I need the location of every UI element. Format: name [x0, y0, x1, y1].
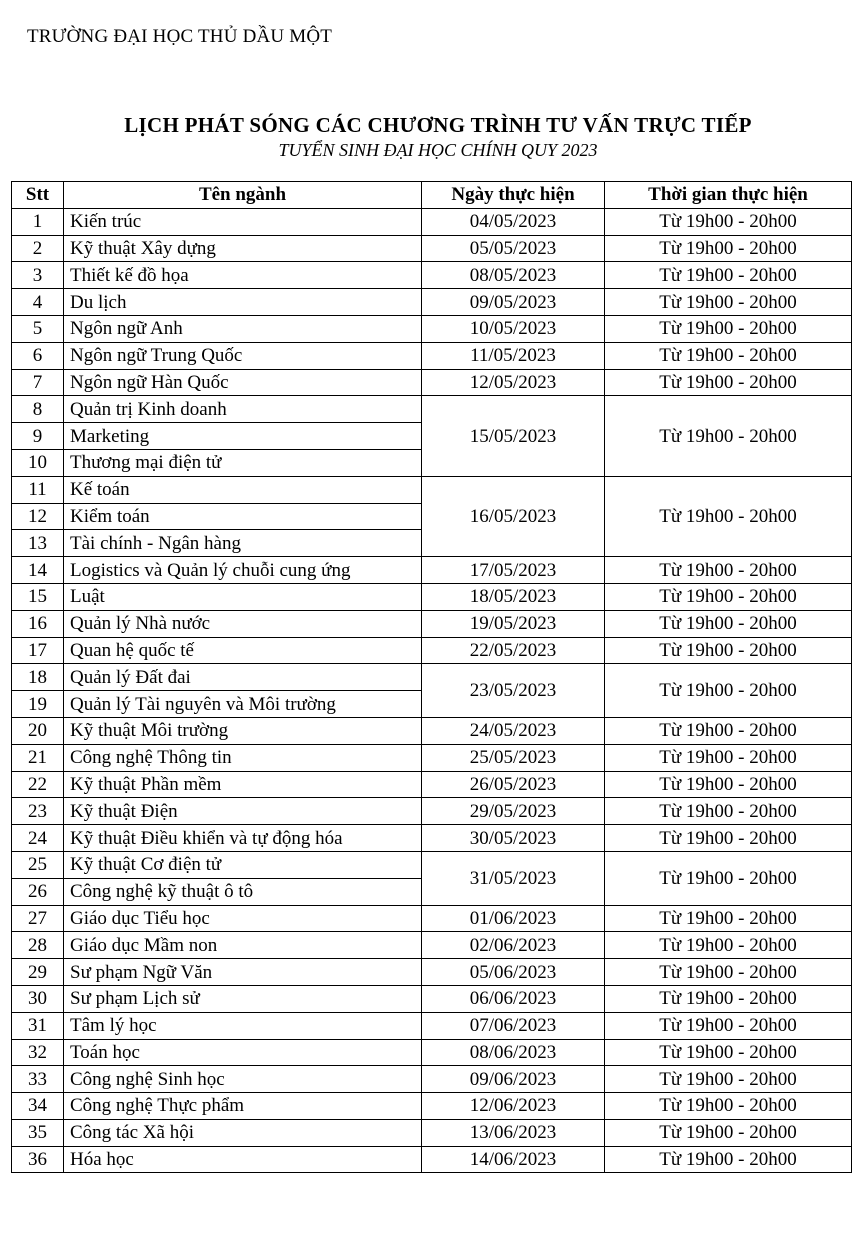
row-date: 12/05/2023 [422, 369, 605, 396]
table-row [12, 905, 852, 932]
table-row [12, 583, 852, 610]
row-time: Từ 19h00 - 20h00 [605, 583, 852, 610]
row-date: 13/06/2023 [422, 1119, 605, 1146]
row-date: 17/05/2023 [422, 557, 605, 584]
school-name: TRƯỜNG ĐẠI HỌC THỦ DẦU MỘT [27, 26, 333, 47]
row-time: Từ 19h00 - 20h00 [605, 289, 852, 316]
row-time: Từ 19h00 - 20h00 [605, 369, 852, 396]
row-time: Từ 19h00 - 20h00 [605, 208, 852, 235]
row-time: Từ 19h00 - 20h00 [605, 932, 852, 959]
row-major-name: Du lịch [64, 289, 422, 316]
row-stt: 7 [12, 369, 64, 396]
row-stt: 34 [12, 1093, 64, 1120]
row-time: Từ 19h00 - 20h00 [605, 476, 852, 556]
row-date: 07/06/2023 [422, 1012, 605, 1039]
row-major-name: Tâm lý học [64, 1012, 422, 1039]
row-major-name: Công nghệ Thông tin [64, 744, 422, 771]
row-major-name: Kỹ thuật Xây dựng [64, 235, 422, 262]
row-stt: 17 [12, 637, 64, 664]
row-time: Từ 19h00 - 20h00 [605, 825, 852, 852]
table-row [12, 664, 852, 691]
row-stt: 9 [12, 423, 64, 450]
row-major-name: Luật [64, 583, 422, 610]
row-date: 24/05/2023 [422, 717, 605, 744]
row-stt: 28 [12, 932, 64, 959]
row-stt: 14 [12, 557, 64, 584]
row-date: 25/05/2023 [422, 744, 605, 771]
table-row [12, 959, 852, 986]
row-date: 29/05/2023 [422, 798, 605, 825]
row-stt: 12 [12, 503, 64, 530]
row-stt: 26 [12, 878, 64, 905]
row-time: Từ 19h00 - 20h00 [605, 744, 852, 771]
table-row [12, 637, 852, 664]
row-date: 19/05/2023 [422, 610, 605, 637]
table-row [12, 369, 852, 396]
row-major-name: Quan hệ quốc tế [64, 637, 422, 664]
row-major-name: Kỹ thuật Cơ điện tử [64, 851, 422, 878]
row-time: Từ 19h00 - 20h00 [605, 1066, 852, 1093]
row-stt: 2 [12, 235, 64, 262]
table-row [12, 798, 852, 825]
table-row [12, 208, 852, 235]
row-time: Từ 19h00 - 20h00 [605, 985, 852, 1012]
header-time: Thời gian thực hiện [605, 182, 852, 209]
row-date: 31/05/2023 [422, 851, 605, 905]
row-time: Từ 19h00 - 20h00 [605, 959, 852, 986]
row-date: 09/06/2023 [422, 1066, 605, 1093]
row-major-name: Kỹ thuật Điều khiển và tự động hóa [64, 825, 422, 852]
row-time: Từ 19h00 - 20h00 [605, 557, 852, 584]
row-date: 30/05/2023 [422, 825, 605, 852]
row-stt: 29 [12, 959, 64, 986]
row-date: 08/06/2023 [422, 1039, 605, 1066]
row-date: 08/05/2023 [422, 262, 605, 289]
row-stt: 31 [12, 1012, 64, 1039]
row-major-name: Thương mại điện tử [64, 449, 422, 476]
row-date: 04/05/2023 [422, 208, 605, 235]
row-major-name: Toán học [64, 1039, 422, 1066]
row-major-name: Marketing [64, 423, 422, 450]
row-major-name: Quản lý Tài nguyên và Môi trường [64, 691, 422, 718]
table-row [12, 1093, 852, 1120]
row-stt: 6 [12, 342, 64, 369]
row-major-name: Kỹ thuật Phần mềm [64, 771, 422, 798]
table-row [12, 262, 852, 289]
row-major-name: Sư phạm Ngữ Văn [64, 959, 422, 986]
page-title: LỊCH PHÁT SÓNG CÁC CHƯƠNG TRÌNH TƯ VẤN TRỰC TIẾP [124, 113, 752, 137]
row-major-name: Kỹ thuật Điện [64, 798, 422, 825]
row-time: Từ 19h00 - 20h00 [605, 905, 852, 932]
row-major-name: Công tác Xã hội [64, 1119, 422, 1146]
row-time: Từ 19h00 - 20h00 [605, 1012, 852, 1039]
row-major-name: Hóa học [64, 1146, 422, 1173]
row-date: 15/05/2023 [422, 396, 605, 476]
row-stt: 35 [12, 1119, 64, 1146]
table-row [12, 1039, 852, 1066]
table-row [12, 717, 852, 744]
row-stt: 13 [12, 530, 64, 557]
table-row [12, 1119, 852, 1146]
table-row [12, 825, 852, 852]
row-time: Từ 19h00 - 20h00 [605, 235, 852, 262]
row-stt: 22 [12, 771, 64, 798]
row-date: 09/05/2023 [422, 289, 605, 316]
row-stt: 15 [12, 583, 64, 610]
table-row [12, 1012, 852, 1039]
row-stt: 8 [12, 396, 64, 423]
table-row [12, 235, 852, 262]
table-row [12, 396, 852, 423]
table-row [12, 771, 852, 798]
table-row [12, 289, 852, 316]
row-time: Từ 19h00 - 20h00 [605, 1093, 852, 1120]
row-major-name: Công nghệ kỹ thuật ô tô [64, 878, 422, 905]
row-major-name: Ngôn ngữ Hàn Quốc [64, 369, 422, 396]
row-time: Từ 19h00 - 20h00 [605, 637, 852, 664]
row-date: 05/05/2023 [422, 235, 605, 262]
row-major-name: Kiểm toán [64, 503, 422, 530]
row-stt: 33 [12, 1066, 64, 1093]
table-row [12, 932, 852, 959]
row-date: 06/06/2023 [422, 985, 605, 1012]
row-stt: 21 [12, 744, 64, 771]
row-time: Từ 19h00 - 20h00 [605, 798, 852, 825]
header-row [12, 182, 852, 209]
header-stt: Stt [12, 182, 64, 209]
row-stt: 36 [12, 1146, 64, 1173]
row-stt: 24 [12, 825, 64, 852]
row-time: Từ 19h00 - 20h00 [605, 664, 852, 718]
header-name: Tên ngành [64, 182, 422, 209]
row-stt: 1 [12, 208, 64, 235]
row-major-name: Logistics và Quản lý chuỗi cung ứng [64, 557, 422, 584]
row-time: Từ 19h00 - 20h00 [605, 315, 852, 342]
row-stt: 5 [12, 315, 64, 342]
row-major-name: Quản lý Nhà nước [64, 610, 422, 637]
row-major-name: Kế toán [64, 476, 422, 503]
row-date: 16/05/2023 [422, 476, 605, 556]
row-stt: 4 [12, 289, 64, 316]
row-time: Từ 19h00 - 20h00 [605, 1119, 852, 1146]
row-major-name: Giáo dục Tiểu học [64, 905, 422, 932]
table-row [12, 610, 852, 637]
row-time: Từ 19h00 - 20h00 [605, 342, 852, 369]
row-date: 02/06/2023 [422, 932, 605, 959]
table-row [12, 851, 852, 878]
table-row [12, 1066, 852, 1093]
row-date: 22/05/2023 [422, 637, 605, 664]
row-time: Từ 19h00 - 20h00 [605, 1146, 852, 1173]
row-stt: 23 [12, 798, 64, 825]
row-stt: 20 [12, 717, 64, 744]
table-header [12, 182, 852, 209]
table-row [12, 476, 852, 503]
row-date: 23/05/2023 [422, 664, 605, 718]
row-major-name: Công nghệ Sinh học [64, 1066, 422, 1093]
row-stt: 18 [12, 664, 64, 691]
row-stt: 27 [12, 905, 64, 932]
row-time: Từ 19h00 - 20h00 [605, 396, 852, 476]
header-date: Ngày thực hiện [422, 182, 605, 209]
row-major-name: Ngôn ngữ Anh [64, 315, 422, 342]
table-row [12, 744, 852, 771]
row-major-name: Sư phạm Lịch sử [64, 985, 422, 1012]
page-subtitle: TUYỂN SINH ĐẠI HỌC CHÍNH QUY 2023 [278, 140, 598, 160]
table-row [12, 1146, 852, 1173]
schedule-table [11, 181, 852, 1173]
row-stt: 19 [12, 691, 64, 718]
table-body [12, 208, 852, 1173]
row-stt: 25 [12, 851, 64, 878]
table-row [12, 315, 852, 342]
row-stt: 30 [12, 985, 64, 1012]
row-major-name: Kiến trúc [64, 208, 422, 235]
row-time: Từ 19h00 - 20h00 [605, 610, 852, 637]
row-time: Từ 19h00 - 20h00 [605, 717, 852, 744]
row-stt: 10 [12, 449, 64, 476]
row-stt: 3 [12, 262, 64, 289]
table-row [12, 342, 852, 369]
row-stt: 11 [12, 476, 64, 503]
table-row [12, 985, 852, 1012]
row-date: 05/06/2023 [422, 959, 605, 986]
row-date: 12/06/2023 [422, 1093, 605, 1120]
row-time: Từ 19h00 - 20h00 [605, 851, 852, 905]
table-row [12, 557, 852, 584]
row-time: Từ 19h00 - 20h00 [605, 262, 852, 289]
row-major-name: Quản trị Kinh doanh [64, 396, 422, 423]
row-major-name: Thiết kế đồ họa [64, 262, 422, 289]
row-stt: 16 [12, 610, 64, 637]
row-date: 18/05/2023 [422, 583, 605, 610]
row-date: 01/06/2023 [422, 905, 605, 932]
row-time: Từ 19h00 - 20h00 [605, 771, 852, 798]
row-date: 10/05/2023 [422, 315, 605, 342]
row-major-name: Giáo dục Mầm non [64, 932, 422, 959]
row-major-name: Ngôn ngữ Trung Quốc [64, 342, 422, 369]
row-stt: 32 [12, 1039, 64, 1066]
row-major-name: Quản lý Đất đai [64, 664, 422, 691]
row-major-name: Kỹ thuật Môi trường [64, 717, 422, 744]
row-date: 26/05/2023 [422, 771, 605, 798]
row-major-name: Công nghệ Thực phẩm [64, 1093, 422, 1120]
row-date: 11/05/2023 [422, 342, 605, 369]
row-time: Từ 19h00 - 20h00 [605, 1039, 852, 1066]
row-date: 14/06/2023 [422, 1146, 605, 1173]
row-major-name: Tài chính - Ngân hàng [64, 530, 422, 557]
